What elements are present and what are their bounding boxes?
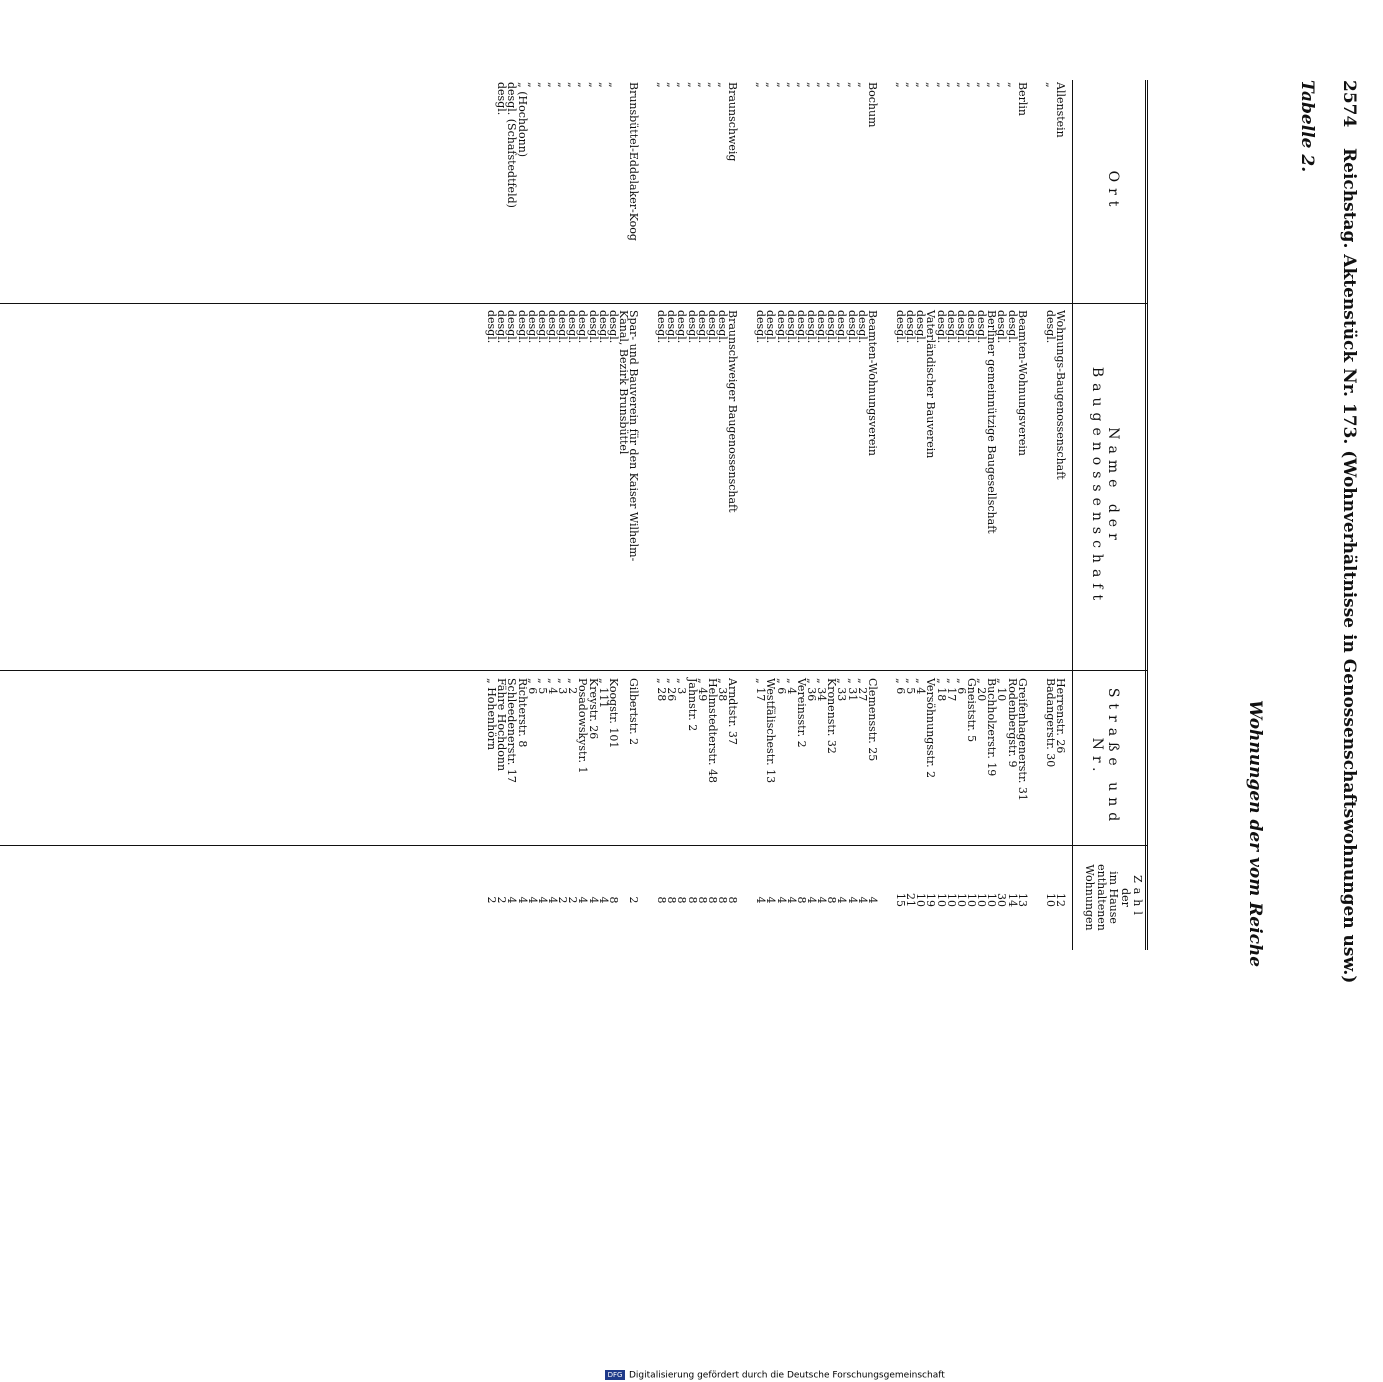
cell-place: „ (556, 82, 570, 88)
cell-name: desgl. (995, 310, 1009, 344)
cell-street: „ 36 (805, 678, 819, 702)
cell-place: „ (985, 82, 999, 88)
digitization-credit (605, 1370, 985, 1382)
cell-name: desgl. (774, 310, 788, 344)
cell-count: 4 (754, 896, 768, 904)
cell-count: 15 (894, 893, 908, 907)
cell-street: Schleedenerstr. 17 (505, 678, 519, 783)
table-row (934, 80, 948, 950)
table-row (904, 80, 918, 950)
cell-street: „ 17 (754, 678, 768, 702)
page-number: 2574 (1339, 80, 1359, 128)
table-row (1017, 80, 1027, 950)
cell-name: desgl. (805, 310, 819, 344)
cell-place: „ (576, 82, 590, 88)
cell-count: 8 (675, 896, 689, 904)
table-row (845, 80, 859, 950)
cell-place: „ (1043, 82, 1057, 88)
table-row (774, 80, 788, 950)
cell-place: „ (815, 82, 829, 88)
cell-count: 4 (535, 896, 549, 904)
cell-street: Jahnstr. 2 (685, 678, 699, 732)
cell-street: „ 18 (934, 678, 948, 702)
cell-street: Versöhnungsstr. 2 (924, 678, 938, 779)
table-body (486, 80, 1065, 950)
cell-place: „ (794, 82, 808, 88)
table-row (1055, 80, 1065, 950)
table-row (515, 80, 529, 950)
table-row (946, 80, 956, 950)
cell-name: desgl. (505, 310, 519, 344)
cell-name: desgl. (606, 310, 620, 344)
cell-name: desgl. (954, 310, 968, 344)
cell-count: 2 (627, 896, 641, 904)
cell-count: 14 (1005, 893, 1019, 907)
cell-street: „ 5 (535, 678, 549, 695)
table-row (697, 80, 707, 950)
cell-street: „ 26 (665, 678, 679, 702)
cell-street: „ 20 (975, 678, 989, 702)
cell-count: 4 (855, 896, 869, 904)
cell-street: „ 49 (695, 678, 709, 702)
cell-place: „ (685, 82, 699, 88)
cell-name: desgl. (944, 310, 958, 344)
cell-count: 10 (954, 893, 968, 907)
cell-count: 4 (774, 896, 788, 904)
cell-name: Wohnungs-Baugenossenschaft (1054, 310, 1067, 480)
cell-name: desgl. (934, 310, 948, 344)
table-row (1045, 80, 1055, 950)
column-header-count (1083, 845, 1143, 950)
cell-street: „ 2 (566, 678, 580, 695)
cell-count: 4 (545, 896, 559, 904)
cell-street: „ 34 (815, 678, 829, 702)
cell-street: Helmstedterstr. 48 (705, 678, 719, 783)
cell-count: 8 (716, 896, 730, 904)
cell-place: „ (855, 82, 869, 88)
table-row (835, 80, 849, 950)
table-top-rule (1145, 80, 1148, 950)
table-row (796, 80, 806, 950)
table-row (495, 80, 509, 950)
cell-name: desgl. (665, 310, 679, 344)
cell-name: Beamten-Wohnungsverein (1015, 310, 1029, 457)
cell-place: „ (695, 82, 709, 88)
cell-street: Arndtstr. 37 (726, 678, 740, 745)
cell-count: 10 (944, 893, 958, 907)
cell-place: Berlin (1015, 82, 1029, 116)
cell-name: desgl. (515, 310, 529, 344)
table-row (566, 80, 580, 950)
column-header-count-line: Zahl (1131, 875, 1144, 920)
cell-street: Gilbertstr. 2 (627, 678, 641, 746)
cell-count: 30 (995, 893, 1009, 907)
cell-place: „ (845, 82, 859, 88)
cell-name: desgl. (655, 310, 669, 344)
cell-place: „ (784, 82, 798, 88)
cell-street: „ 31 (845, 678, 859, 702)
cell-count: 8 (606, 896, 620, 904)
cell-place: „ (825, 82, 839, 88)
cell-street: „ 4 (784, 678, 798, 695)
cell-name: desgl. (485, 310, 499, 344)
table-row (726, 80, 740, 950)
cell-name: desgl. (1005, 310, 1019, 344)
cell-name: desgl. (784, 310, 798, 344)
cell-count: 2 (566, 896, 580, 904)
cell-count: 4 (515, 896, 529, 904)
cell-street: Kreystr. 26 (586, 678, 600, 740)
cell-place: „ (535, 82, 549, 88)
cell-count: 4 (596, 896, 610, 904)
table-row (764, 80, 778, 950)
dfg-logo: DFG (605, 1370, 625, 1380)
cell-count: 4 (865, 896, 879, 904)
table-row (815, 80, 829, 950)
table-row (627, 80, 641, 950)
cell-count: 8 (705, 896, 719, 904)
cell-name: desgl. (535, 310, 549, 344)
cell-place: „ (944, 82, 958, 88)
table-row (505, 80, 519, 950)
cell-place: desgl. (Schafstedtfeld) (505, 82, 519, 208)
cell-street: Buchholzerstr. 19 (985, 678, 999, 777)
table-row (867, 80, 877, 950)
row-spacer (877, 80, 895, 950)
table-row (914, 80, 928, 950)
table-row (608, 80, 618, 950)
table-header-rule (1072, 80, 1073, 950)
table-row (1005, 80, 1019, 950)
table-row (687, 80, 697, 950)
table-row (655, 80, 669, 950)
table-row (825, 80, 839, 950)
table-row (586, 80, 600, 950)
cell-count: 4 (505, 896, 519, 904)
cell-count: 4 (815, 896, 829, 904)
cell-count: 4 (525, 896, 539, 904)
cell-name: Kanal, Bezirk Brunsbüttel (616, 310, 630, 455)
cell-count: 2 (556, 896, 570, 904)
cell-street: „ 38 (716, 678, 730, 702)
cell-place: desgl. (495, 82, 509, 116)
table-row (924, 80, 938, 950)
table-row (965, 80, 979, 950)
cell-name: desgl. (1043, 310, 1057, 344)
table-row (675, 80, 689, 950)
table-row (956, 80, 966, 950)
table-row (556, 80, 570, 950)
table-row (618, 80, 628, 950)
cell-count: 10 (914, 893, 928, 907)
cell-place: „ (934, 82, 948, 88)
cell-place: „ (Hochdonn) (515, 82, 529, 158)
cell-place: „ (566, 82, 580, 88)
table-row (707, 80, 717, 950)
table-row (485, 80, 499, 950)
cell-street: Rodenbergstr. 9 (1005, 678, 1019, 768)
cell-count: 4 (764, 896, 778, 904)
cell-name: desgl. (566, 310, 580, 344)
cell-count: 10 (975, 893, 989, 907)
table-row (665, 80, 679, 950)
cell-name: Beamten-Wohnungsverein (865, 310, 879, 457)
table-row (975, 80, 989, 950)
cell-name: desgl. (716, 310, 730, 344)
cell-place: Brunsbüttel-Eddelaker-Koog (627, 82, 641, 241)
cell-name: desgl. (525, 310, 539, 344)
cell-street: „ 17 (944, 678, 958, 702)
cell-place: „ (894, 82, 908, 88)
row-spacer (638, 80, 656, 950)
cell-count: 21 (904, 893, 918, 907)
cell-place: „ (914, 82, 928, 88)
cell-place: „ (596, 82, 610, 88)
cell-place: „ (675, 82, 689, 88)
cell-place: „ (924, 82, 938, 88)
credit-text: Digitalisierung gefördert durch die Deutsche Forschungsgemeinschaft (629, 1370, 945, 1381)
running-header (1329, 80, 1365, 984)
column-header-count-line: enthaltenen (1095, 864, 1108, 931)
table-label: Tabelle 2. (1297, 80, 1317, 173)
cell-place: Bochum (865, 82, 879, 128)
table-row (985, 80, 999, 950)
cell-street: Koogstr. 101 (606, 678, 620, 749)
cell-street: „ 6 (954, 678, 968, 695)
cell-name: desgl. (685, 310, 699, 344)
cell-name: desgl. (596, 310, 610, 344)
cell-count: 4 (845, 896, 859, 904)
cell-count: 19 (924, 893, 938, 907)
cell-street: „ 33 (835, 678, 849, 702)
cell-place: „ (975, 82, 989, 88)
cell-count: 8 (665, 896, 679, 904)
cell-name: desgl. (556, 310, 570, 344)
cell-place: „ (754, 82, 768, 88)
cell-place: „ (545, 82, 559, 88)
table-row (598, 80, 608, 950)
cell-street: „ 4 (545, 678, 559, 695)
cell-name: Vaterländischer Bauverein (924, 310, 938, 459)
cell-street: „ 10 (995, 678, 1009, 702)
cell-street: Greifenhagenerstr. 31 (1015, 678, 1029, 801)
table-row (754, 80, 768, 950)
cell-name: desgl. (754, 310, 768, 344)
cell-name: desgl. (764, 310, 778, 344)
cell-place: Allenstein (1054, 82, 1067, 138)
cell-name: desgl. (705, 310, 719, 344)
table-row (857, 80, 867, 950)
table-row (894, 80, 908, 950)
cell-name: desgl. (975, 310, 989, 344)
cell-place: „ (1005, 82, 1019, 88)
cell-count: 4 (576, 896, 590, 904)
column-header-count-line: im Hause (1107, 871, 1120, 924)
cell-street: „ 5 (904, 678, 918, 695)
cell-street: „ 4 (914, 678, 928, 695)
running-title: Reichstag. Aktenstück Nr. 173. (Wohnverhältnisse in Genossenschaftswohnungen usw.) (1339, 148, 1359, 984)
cell-name: desgl. (845, 310, 859, 344)
cell-name: Berliner gemeinnützige Baugesellschaft (985, 310, 999, 534)
cell-street: „ 27 (855, 678, 869, 702)
cell-name: desgl. (695, 310, 709, 344)
cell-name: desgl. (576, 310, 590, 344)
cell-count: 2 (495, 896, 509, 904)
cell-name: desgl. (586, 310, 600, 344)
cell-place: „ (774, 82, 788, 88)
cell-count: 10 (985, 893, 999, 907)
cell-street: Vereinsstr. 2 (794, 678, 808, 748)
table-title: Wohnungen der vom Reiche (1245, 700, 1265, 968)
cell-count: 13 (1015, 893, 1029, 907)
cell-name: desgl. (825, 310, 839, 344)
cell-street: „ Hohenhörn (485, 678, 499, 751)
cell-place: „ (954, 82, 968, 88)
cell-street: Gneiststr. 5 (965, 678, 979, 743)
cell-street: Richterstr. 8 (515, 678, 529, 748)
cell-street: „ 6 (774, 678, 788, 695)
cell-place: Braunschweig (726, 82, 740, 162)
cell-name: desgl. (675, 310, 689, 344)
cell-count: 8 (695, 896, 709, 904)
column-header-count-line: Wohnungen (1083, 864, 1096, 931)
cell-street: Herrenstr. 26 (1054, 678, 1067, 754)
cell-name: desgl. (794, 310, 808, 344)
column-header-street: Straße und Nr. (1089, 687, 1121, 828)
row-spacer (737, 80, 755, 950)
cell-count: 8 (726, 896, 740, 904)
cell-count: 4 (784, 896, 798, 904)
cell-place: „ (716, 82, 730, 88)
table-row (805, 80, 819, 950)
cell-place: „ (705, 82, 719, 88)
cell-place: „ (586, 82, 600, 88)
cell-place: „ (995, 82, 1009, 88)
cell-count: 2 (485, 896, 499, 904)
cell-name: desgl. (894, 310, 908, 344)
cell-place: „ (805, 82, 819, 88)
cell-street: „ 28 (655, 678, 669, 702)
cell-place: „ (606, 82, 620, 88)
cell-count: 8 (794, 896, 808, 904)
cell-name: desgl. (835, 310, 849, 344)
cell-street: Badangerstr. 30 (1043, 678, 1057, 768)
cell-street: „ 3 (675, 678, 689, 695)
cell-name: desgl. (914, 310, 928, 344)
cell-place: „ (655, 82, 669, 88)
cell-count: 10 (1043, 893, 1057, 907)
cell-place: „ (965, 82, 979, 88)
cell-count: 12 (1054, 893, 1067, 907)
cell-name: desgl. (904, 310, 918, 344)
table-row (576, 80, 590, 950)
cell-count: 4 (805, 896, 819, 904)
cell-street: Posadowskystr. 1 (576, 678, 590, 774)
cell-street: „ 3 (556, 678, 570, 695)
cell-place: „ (665, 82, 679, 88)
table-row (716, 80, 730, 950)
cell-count: 8 (825, 896, 839, 904)
cell-place: „ (764, 82, 778, 88)
cell-place: „ (525, 82, 539, 88)
cell-count: 8 (655, 896, 669, 904)
cell-name: Spar- und Bauverein für den Kaiser Wilhelm- (627, 310, 641, 562)
cell-name: desgl. (495, 310, 509, 344)
cell-name: desgl. (545, 310, 559, 344)
cell-count: 10 (965, 893, 979, 907)
column-header-place: Ort (1105, 170, 1121, 213)
cell-name: Braunschweiger Baugenossenschaft (726, 310, 740, 513)
cell-street: Fähre Hochdonn (495, 678, 509, 772)
column-header-name: Name der Baugenossenschaft (1089, 366, 1121, 607)
table-row (547, 80, 557, 950)
cell-street: „ 6 (525, 678, 539, 695)
cell-place: „ (904, 82, 918, 88)
row-spacer (1027, 80, 1045, 950)
table-row (786, 80, 796, 950)
cell-count: 4 (835, 896, 849, 904)
cell-street: Kronenstr. 32 (825, 678, 839, 754)
cell-count: 10 (934, 893, 948, 907)
table-row (537, 80, 547, 950)
cell-street: Westfälischestr. 13 (764, 678, 778, 784)
cell-count: 8 (685, 896, 699, 904)
column-header-count-line: der (1119, 888, 1132, 907)
table-row (527, 80, 537, 950)
cell-place: „ (835, 82, 849, 88)
cell-name: desgl. (965, 310, 979, 344)
cell-street: Clemensstr. 25 (865, 678, 879, 762)
cell-street: „ 6 (894, 678, 908, 695)
cell-name: desgl. (815, 310, 829, 344)
cell-count: 4 (586, 896, 600, 904)
cell-street: „ 111 (596, 678, 610, 709)
cell-name: desgl. (855, 310, 869, 344)
